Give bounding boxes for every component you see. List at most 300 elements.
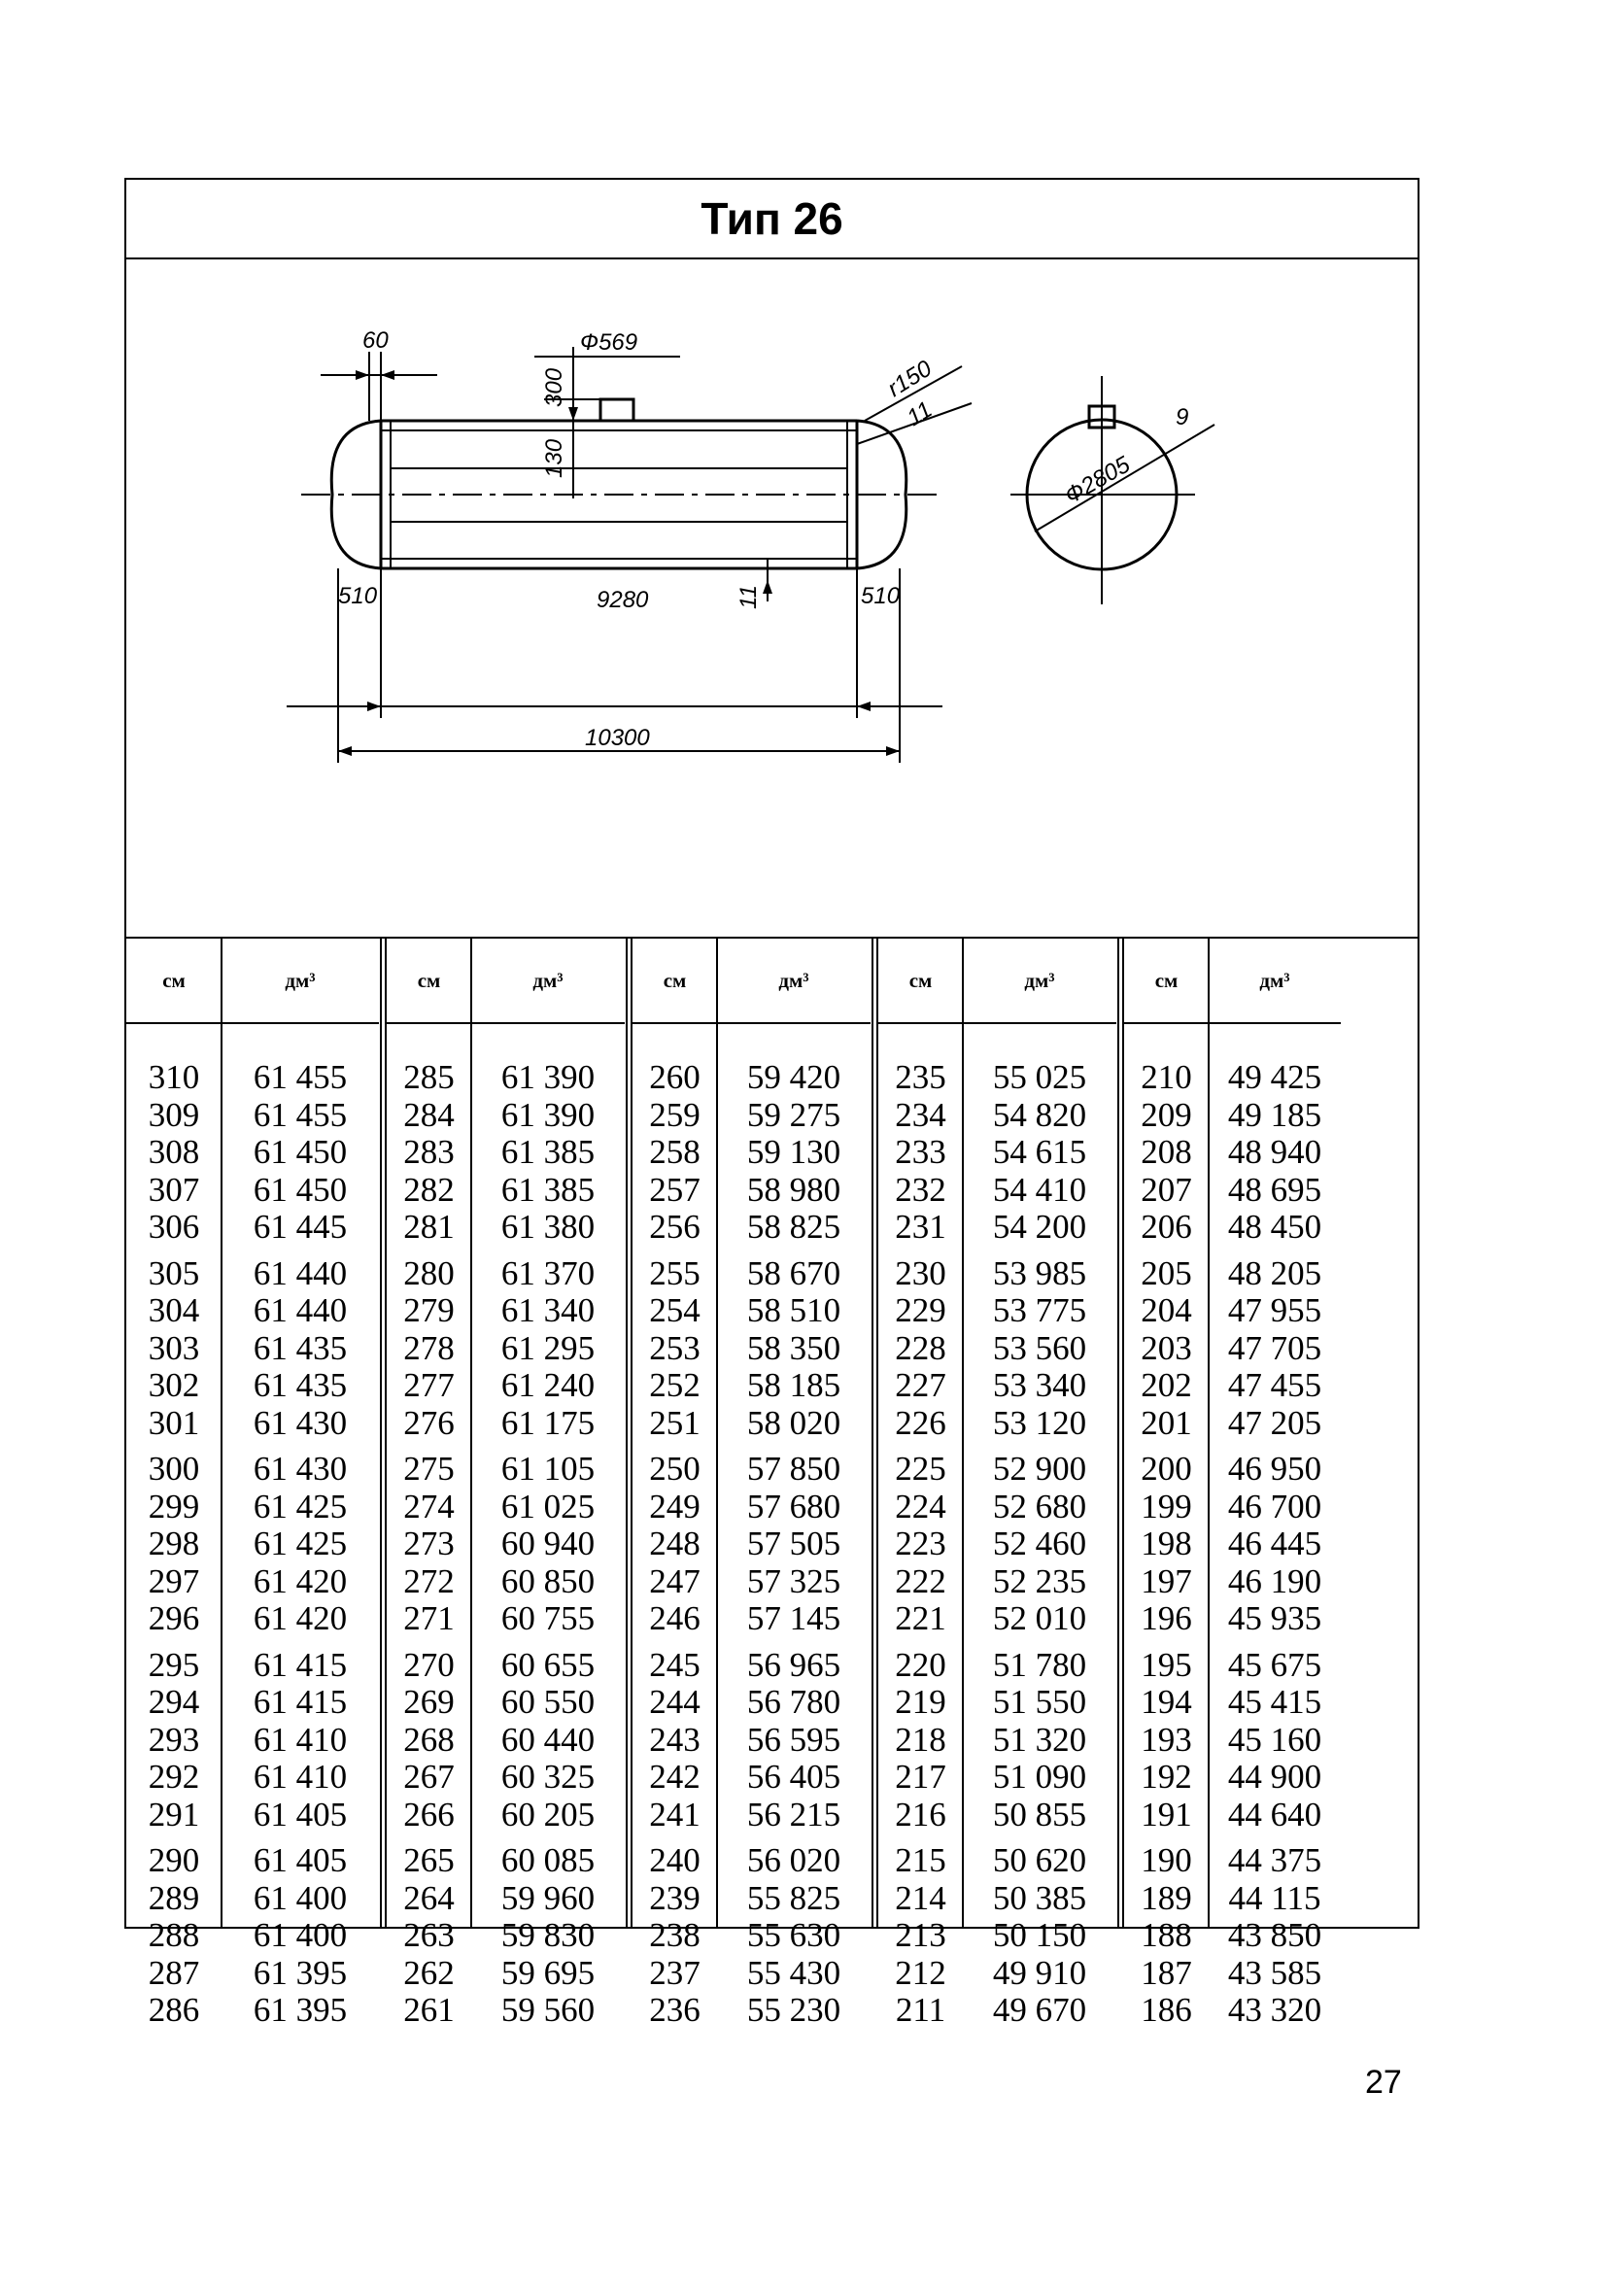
volume-cell: 52 680	[992, 1487, 1087, 1525]
volume-cell: 54 410	[992, 1170, 1087, 1209]
volume-cell: 57 850	[746, 1450, 841, 1488]
volume-cell: 61 405	[253, 1841, 348, 1879]
depth-cell: 190	[1141, 1841, 1192, 1879]
depth-cell: 200	[1141, 1450, 1192, 1488]
volume-cell: 58 185	[746, 1366, 841, 1404]
column-cells	[717, 1059, 871, 2039]
depth-cell: 297	[148, 1561, 200, 1600]
depth-cell: 273	[403, 1525, 455, 1562]
depth-cell: 293	[148, 1720, 200, 1759]
volume-cell: 61 420	[253, 1599, 348, 1637]
volume-cell: 55 630	[746, 1916, 841, 1954]
group-divider	[872, 939, 873, 1927]
page-title: Тип 26	[126, 180, 1418, 259]
volume-cell: 60 850	[500, 1561, 596, 1600]
depth-cell: 306	[148, 1208, 200, 1246]
volume-cell: 43 585	[1227, 1953, 1322, 1992]
volume-cell: 48 450	[1227, 1208, 1322, 1246]
volume-cell: 45 415	[1227, 1683, 1322, 1721]
dim-text-510-right: 510	[861, 583, 901, 609]
depth-cell: 210	[1141, 1058, 1192, 1096]
depth-cell: 215	[895, 1841, 946, 1879]
volume-cell: 46 445	[1227, 1525, 1322, 1562]
volume-cell: 59 830	[500, 1916, 596, 1954]
volume-cell: 61 410	[253, 1758, 348, 1796]
depth-cell: 237	[649, 1953, 701, 1992]
depth-cell: 256	[649, 1208, 701, 1246]
volume-cell: 46 190	[1227, 1561, 1322, 1600]
volume-cell: 61 415	[253, 1645, 348, 1684]
depth-cell: 279	[403, 1291, 455, 1329]
volume-cell: 61 390	[500, 1095, 596, 1134]
volume-cell: 46 700	[1227, 1487, 1322, 1525]
depth-cell: 189	[1141, 1878, 1192, 1917]
depth-cell: 242	[649, 1758, 701, 1796]
volume-cell: 60 205	[500, 1795, 596, 1833]
depth-cell: 290	[148, 1841, 200, 1879]
arrow-11b	[763, 580, 772, 594]
volume-cell: 50 150	[992, 1916, 1087, 1954]
volume-cell: 48 695	[1227, 1170, 1322, 1209]
depth-cell: 188	[1141, 1916, 1192, 1954]
column-cells	[1209, 1059, 1341, 2039]
depth-column	[878, 939, 963, 2029]
volume-cell: 44 115	[1228, 1878, 1321, 1917]
dim-text-2805: Ф2805	[1060, 451, 1135, 510]
volume-cell: 49 425	[1227, 1058, 1322, 1096]
depth-cell: 213	[895, 1916, 946, 1954]
volume-cell: 61 435	[253, 1366, 348, 1404]
dim-text-r150: r150	[882, 355, 937, 403]
depth-cell: 302	[148, 1366, 200, 1404]
depth-cell: 227	[895, 1366, 946, 1404]
volume-cell: 48 205	[1227, 1253, 1322, 1292]
depth-cell: 259	[649, 1095, 701, 1134]
header-volume: дм³	[1209, 939, 1341, 1024]
depth-cell: 299	[148, 1487, 200, 1525]
volume-cell: 58 825	[746, 1208, 841, 1246]
volume-cell: 60 325	[500, 1758, 596, 1796]
volume-cell: 43 850	[1227, 1916, 1322, 1954]
header-depth: см	[878, 939, 963, 1024]
depth-cell: 274	[403, 1487, 455, 1525]
volume-cell: 61 455	[253, 1058, 348, 1096]
depth-cell: 284	[403, 1095, 455, 1134]
depth-cell: 275	[403, 1450, 455, 1488]
volume-cell: 52 900	[992, 1450, 1087, 1488]
volume-cell: 53 340	[992, 1366, 1087, 1404]
volume-cell: 53 985	[992, 1253, 1087, 1292]
arrow-10300-b	[886, 746, 900, 756]
volume-cell: 57 505	[746, 1525, 841, 1562]
volume-cell: 59 420	[746, 1058, 841, 1096]
volume-cell: 59 695	[500, 1953, 596, 1992]
depth-cell: 241	[649, 1795, 701, 1833]
volume-cell: 55 230	[746, 1991, 841, 2029]
depth-cell: 199	[1141, 1487, 1192, 1525]
volume-cell: 50 620	[992, 1841, 1087, 1879]
volume-cell: 61 415	[253, 1683, 348, 1721]
volume-cell: 59 275	[746, 1095, 841, 1134]
depth-column	[387, 939, 471, 2029]
header-volume: дм³	[717, 939, 871, 1024]
depth-cell: 308	[148, 1133, 200, 1171]
depth-cell: 205	[1141, 1253, 1192, 1292]
volume-cell: 61 430	[253, 1450, 348, 1488]
depth-cell: 309	[148, 1095, 200, 1134]
depth-cell: 229	[895, 1291, 946, 1329]
depth-cell: 282	[403, 1170, 455, 1209]
volume-cell: 49 185	[1227, 1095, 1322, 1134]
volume-cell: 55 025	[992, 1058, 1087, 1096]
group-divider	[1117, 939, 1119, 1927]
depth-cell: 292	[148, 1758, 200, 1796]
depth-cell: 255	[649, 1253, 701, 1292]
column-cells	[633, 1059, 717, 2039]
volume-cell: 52 010	[992, 1599, 1087, 1637]
depth-column	[1124, 939, 1209, 2029]
volume-cell: 60 085	[500, 1841, 596, 1879]
depth-cell: 212	[895, 1953, 946, 1992]
depth-cell: 246	[649, 1599, 701, 1637]
tank-drawing-svg	[126, 259, 1418, 939]
arrow-60-b	[381, 370, 394, 380]
depth-cell: 223	[895, 1525, 946, 1562]
volume-cell: 59 130	[746, 1133, 841, 1171]
header-depth: см	[126, 939, 222, 1024]
volume-cell: 61 430	[253, 1403, 348, 1442]
dim-text-9280: 9280	[597, 587, 649, 613]
volume-cell: 59 560	[500, 1991, 596, 2029]
arrow-9280-a	[367, 702, 381, 711]
arrow-9280-b	[857, 702, 871, 711]
volume-column	[222, 939, 379, 2029]
volume-cell: 61 450	[253, 1170, 348, 1209]
depth-column	[126, 939, 222, 2029]
volume-cell: 53 560	[992, 1328, 1087, 1367]
depth-cell: 298	[148, 1525, 200, 1562]
volume-cell: 61 025	[500, 1487, 596, 1525]
depth-cell: 291	[148, 1795, 200, 1833]
volume-cell: 61 395	[253, 1991, 348, 2029]
depth-cell: 300	[148, 1450, 200, 1488]
tank-nozzle	[600, 399, 633, 421]
volume-cell: 52 460	[992, 1525, 1087, 1562]
volume-cell: 47 705	[1227, 1328, 1322, 1367]
volume-cell: 44 640	[1227, 1795, 1322, 1833]
volume-cell: 61 400	[253, 1878, 348, 1917]
depth-cell: 194	[1141, 1683, 1192, 1721]
volume-cell: 56 780	[746, 1683, 841, 1721]
volume-cell: 54 615	[992, 1133, 1087, 1171]
volume-cell: 51 090	[992, 1758, 1087, 1796]
volume-cell: 48 940	[1227, 1133, 1322, 1171]
depth-cell: 231	[895, 1208, 946, 1246]
column-cells	[387, 1059, 471, 2039]
depth-cell: 198	[1141, 1525, 1192, 1562]
depth-cell: 296	[148, 1599, 200, 1637]
volume-cell: 45 160	[1227, 1720, 1322, 1759]
volume-cell: 61 390	[500, 1058, 596, 1096]
depth-cell: 197	[1141, 1561, 1192, 1600]
depth-cell: 209	[1141, 1095, 1192, 1134]
dim-text-300: 300	[541, 367, 567, 407]
depth-cell: 202	[1141, 1366, 1192, 1404]
volume-cell: 61 105	[500, 1450, 596, 1488]
header-depth: см	[1124, 939, 1209, 1024]
volume-cell: 58 980	[746, 1170, 841, 1209]
volume-cell: 60 940	[500, 1525, 596, 1562]
volume-cell: 44 375	[1227, 1841, 1322, 1879]
depth-cell: 208	[1141, 1133, 1192, 1171]
tank-drawing	[126, 259, 1418, 939]
depth-cell: 216	[895, 1795, 946, 1833]
volume-cell: 60 755	[500, 1599, 596, 1637]
volume-cell: 58 670	[746, 1253, 841, 1292]
depth-cell: 207	[1141, 1170, 1192, 1209]
volume-cell: 58 510	[746, 1291, 841, 1329]
depth-cell: 221	[895, 1599, 946, 1637]
volume-cell: 47 955	[1227, 1291, 1322, 1329]
dim-text-11a: 11	[902, 395, 938, 432]
depth-cell: 217	[895, 1758, 946, 1796]
volume-cell: 61 385	[500, 1170, 596, 1209]
volume-cell: 53 775	[992, 1291, 1087, 1329]
depth-cell: 233	[895, 1133, 946, 1171]
depth-cell: 301	[148, 1403, 200, 1442]
depth-cell: 219	[895, 1683, 946, 1721]
depth-cell: 258	[649, 1133, 701, 1171]
depth-cell: 249	[649, 1487, 701, 1525]
volume-cell: 60 655	[500, 1645, 596, 1684]
volume-cell: 61 425	[253, 1487, 348, 1525]
volume-cell: 61 400	[253, 1916, 348, 1954]
volume-cell: 61 445	[253, 1208, 348, 1246]
depth-cell: 226	[895, 1403, 946, 1442]
depth-cell: 245	[649, 1645, 701, 1684]
depth-cell: 186	[1141, 1991, 1192, 2029]
column-cells	[963, 1059, 1116, 2039]
depth-cell: 305	[148, 1253, 200, 1292]
dim-text-9: 9	[1176, 404, 1189, 430]
volume-cell: 45 675	[1227, 1645, 1322, 1684]
header-depth: см	[387, 939, 471, 1024]
depth-cell: 304	[148, 1291, 200, 1329]
arrow-10300-a	[338, 746, 352, 756]
page-number: 27	[1365, 2064, 1402, 2101]
arrow-300	[568, 407, 578, 421]
depth-cell: 195	[1141, 1645, 1192, 1684]
depth-cell: 288	[148, 1916, 200, 1954]
table-frame	[124, 178, 1419, 2029]
depth-cell: 264	[403, 1878, 455, 1917]
dim-text-10300: 10300	[585, 725, 650, 751]
depth-cell: 270	[403, 1645, 455, 1684]
volume-cell: 61 440	[253, 1291, 348, 1329]
depth-cell: 252	[649, 1366, 701, 1404]
depth-cell: 265	[403, 1841, 455, 1879]
depth-cell: 271	[403, 1599, 455, 1637]
depth-cell: 211	[895, 1991, 946, 2029]
depth-cell: 206	[1141, 1208, 1192, 1246]
column-cells	[1124, 1059, 1209, 2039]
volume-cell: 61 410	[253, 1720, 348, 1759]
volume-table	[126, 939, 1418, 2029]
depth-cell: 310	[148, 1058, 200, 1096]
volume-cell: 61 240	[500, 1366, 596, 1404]
depth-cell: 193	[1141, 1720, 1192, 1759]
depth-cell: 236	[649, 1991, 701, 2029]
depth-cell: 286	[148, 1991, 200, 2029]
volume-cell: 50 855	[992, 1795, 1087, 1833]
volume-cell: 51 780	[992, 1645, 1087, 1684]
depth-cell: 269	[403, 1683, 455, 1721]
volume-cell: 51 550	[992, 1683, 1087, 1721]
volume-cell: 56 215	[746, 1795, 841, 1833]
depth-cell: 268	[403, 1720, 455, 1759]
volume-cell: 51 320	[992, 1720, 1087, 1759]
volume-cell: 57 325	[746, 1561, 841, 1600]
column-cells	[878, 1059, 963, 2039]
volume-cell: 61 450	[253, 1133, 348, 1171]
volume-cell: 49 670	[992, 1991, 1087, 2029]
depth-cell: 247	[649, 1561, 701, 1600]
header-depth: см	[633, 939, 717, 1024]
volume-cell: 56 595	[746, 1720, 841, 1759]
volume-cell: 57 145	[746, 1599, 841, 1637]
depth-cell: 248	[649, 1525, 701, 1562]
depth-cell: 232	[895, 1170, 946, 1209]
header-volume: дм³	[471, 939, 625, 1024]
depth-cell: 281	[403, 1208, 455, 1246]
depth-cell: 260	[649, 1058, 701, 1096]
volume-cell: 45 935	[1227, 1599, 1322, 1637]
volume-column	[717, 939, 871, 2029]
volume-cell: 46 950	[1227, 1450, 1322, 1488]
volume-cell: 61 405	[253, 1795, 348, 1833]
depth-cell: 294	[148, 1683, 200, 1721]
depth-cell: 283	[403, 1133, 455, 1171]
depth-cell: 230	[895, 1253, 946, 1292]
volume-cell: 61 420	[253, 1561, 348, 1600]
depth-cell: 244	[649, 1683, 701, 1721]
depth-cell: 257	[649, 1170, 701, 1209]
volume-cell: 56 405	[746, 1758, 841, 1796]
volume-cell: 44 900	[1227, 1758, 1322, 1796]
group-divider	[380, 939, 382, 1927]
volume-cell: 58 350	[746, 1328, 841, 1367]
volume-cell: 56 020	[746, 1841, 841, 1879]
volume-cell: 61 380	[500, 1208, 596, 1246]
depth-column	[633, 939, 717, 2029]
depth-cell: 251	[649, 1403, 701, 1442]
depth-cell: 253	[649, 1328, 701, 1367]
column-cells	[471, 1059, 625, 2039]
depth-cell: 204	[1141, 1291, 1192, 1329]
volume-column	[1209, 939, 1341, 2029]
depth-cell: 303	[148, 1328, 200, 1367]
volume-cell: 47 205	[1227, 1403, 1322, 1442]
volume-cell: 54 200	[992, 1208, 1087, 1246]
depth-cell: 295	[148, 1645, 200, 1684]
volume-cell: 61 455	[253, 1095, 348, 1134]
volume-cell: 61 395	[253, 1953, 348, 1992]
depth-cell: 201	[1141, 1403, 1192, 1442]
volume-cell: 61 370	[500, 1253, 596, 1292]
volume-cell: 61 440	[253, 1253, 348, 1292]
depth-cell: 196	[1141, 1599, 1192, 1637]
volume-cell: 61 435	[253, 1328, 348, 1367]
depth-cell: 276	[403, 1403, 455, 1442]
depth-cell: 254	[649, 1291, 701, 1329]
volume-cell: 61 385	[500, 1133, 596, 1171]
depth-cell: 240	[649, 1841, 701, 1879]
depth-cell: 220	[895, 1645, 946, 1684]
column-cells	[126, 1059, 222, 2039]
volume-cell: 52 235	[992, 1561, 1087, 1600]
depth-cell: 287	[148, 1953, 200, 1992]
dim-text-569: Ф569	[580, 329, 638, 356]
depth-cell: 280	[403, 1253, 455, 1292]
depth-cell: 243	[649, 1720, 701, 1759]
depth-cell: 289	[148, 1878, 200, 1917]
volume-cell: 58 020	[746, 1403, 841, 1442]
depth-cell: 218	[895, 1720, 946, 1759]
depth-cell: 191	[1141, 1795, 1192, 1833]
depth-cell: 222	[895, 1561, 946, 1600]
depth-cell: 263	[403, 1916, 455, 1954]
volume-cell: 61 340	[500, 1291, 596, 1329]
volume-cell: 61 425	[253, 1525, 348, 1562]
depth-cell: 307	[148, 1170, 200, 1209]
depth-cell: 250	[649, 1450, 701, 1488]
depth-cell: 225	[895, 1450, 946, 1488]
dim-text-130: 130	[541, 438, 567, 478]
volume-column	[963, 939, 1116, 2029]
volume-cell: 57 680	[746, 1487, 841, 1525]
dim-text-60: 60	[362, 327, 389, 354]
depth-cell: 261	[403, 1991, 455, 2029]
depth-cell: 285	[403, 1058, 455, 1096]
volume-cell: 53 120	[992, 1403, 1087, 1442]
depth-cell: 278	[403, 1328, 455, 1367]
group-divider	[626, 939, 628, 1927]
depth-cell: 277	[403, 1366, 455, 1404]
depth-cell: 224	[895, 1487, 946, 1525]
volume-cell: 56 965	[746, 1645, 841, 1684]
depth-cell: 214	[895, 1878, 946, 1917]
depth-cell: 192	[1141, 1758, 1192, 1796]
header-volume: дм³	[222, 939, 379, 1024]
depth-cell: 266	[403, 1795, 455, 1833]
volume-cell: 55 430	[746, 1953, 841, 1992]
arrow-60-a	[356, 370, 369, 380]
dim-text-510-left: 510	[338, 583, 378, 609]
depth-cell: 267	[403, 1758, 455, 1796]
volume-cell: 50 385	[992, 1878, 1087, 1917]
depth-cell: 187	[1141, 1953, 1192, 1992]
volume-column	[471, 939, 625, 2029]
depth-cell: 262	[403, 1953, 455, 1992]
volume-cell: 61 295	[500, 1328, 596, 1367]
volume-cell: 61 175	[500, 1403, 596, 1442]
depth-cell: 238	[649, 1916, 701, 1954]
depth-cell: 234	[895, 1095, 946, 1134]
volume-cell: 60 440	[500, 1720, 596, 1759]
volume-cell: 49 910	[992, 1953, 1087, 1992]
volume-cell: 54 820	[992, 1095, 1087, 1134]
volume-cell: 60 550	[500, 1683, 596, 1721]
